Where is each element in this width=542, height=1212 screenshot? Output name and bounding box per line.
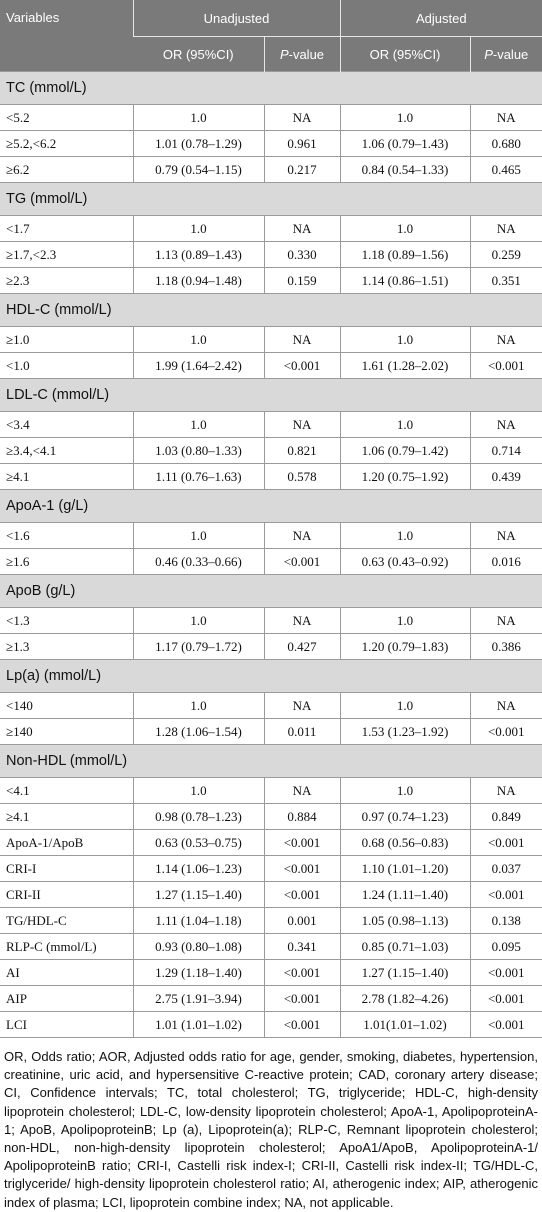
unadjusted-p-cell: 0.001 <box>264 908 340 934</box>
unadjusted-or-cell: 0.63 (0.53–0.75) <box>133 830 264 856</box>
unadjusted-or-cell: 1.0 <box>133 778 264 804</box>
table-row <box>0 830 542 856</box>
adjusted-p-cell: 0.037 <box>470 856 542 882</box>
section-header-row <box>0 745 542 778</box>
adjusted-or-cell: 1.20 (0.75–1.92) <box>340 464 470 490</box>
section-header-row <box>0 490 542 523</box>
unadjusted-or-cell: 1.28 (1.06–1.54) <box>133 719 264 745</box>
unadjusted-or-cell: 1.0 <box>133 327 264 353</box>
adjusted-p-cell: <0.001 <box>470 830 542 856</box>
table-header <box>0 0 542 72</box>
unadjusted-or-cell: 1.11 (1.04–1.18) <box>133 908 264 934</box>
row-label: <5.2 <box>0 105 133 131</box>
row-label: ≥1.7,<2.3 <box>0 242 133 268</box>
adjusted-or-cell: 1.0 <box>340 105 470 131</box>
unadjusted-or-cell: 1.0 <box>133 412 264 438</box>
table-row <box>0 608 542 634</box>
row-label: LCI <box>0 1012 133 1038</box>
table-row <box>0 353 542 379</box>
unadjusted-p-cell: <0.001 <box>264 1012 340 1038</box>
adjusted-p-cell: NA <box>470 216 542 242</box>
table-row <box>0 693 542 719</box>
table-row <box>0 908 542 934</box>
header-unadjusted: Unadjusted <box>133 0 340 37</box>
adjusted-p-cell: 0.095 <box>470 934 542 960</box>
adjusted-p-cell: <0.001 <box>470 986 542 1012</box>
adjusted-p-cell: 0.714 <box>470 438 542 464</box>
unadjusted-p-cell: 0.341 <box>264 934 340 960</box>
header-variables: Variables <box>0 0 133 72</box>
section-header-row <box>0 183 542 216</box>
table-row <box>0 412 542 438</box>
unadjusted-or-cell: 1.11 (0.76–1.63) <box>133 464 264 490</box>
unadjusted-p-cell: <0.001 <box>264 856 340 882</box>
adjusted-p-cell: 0.016 <box>470 549 542 575</box>
row-label: ≥4.1 <box>0 804 133 830</box>
adjusted-or-cell: 1.24 (1.11–1.40) <box>340 882 470 908</box>
adjusted-or-cell: 1.18 (0.89–1.56) <box>340 242 470 268</box>
unadjusted-or-cell: 2.75 (1.91–3.94) <box>133 986 264 1012</box>
adjusted-or-cell: 1.10 (1.01–1.20) <box>340 856 470 882</box>
adjusted-p-cell: 0.351 <box>470 268 542 294</box>
adjusted-or-cell: 1.06 (0.79–1.43) <box>340 131 470 157</box>
row-label: CRI-I <box>0 856 133 882</box>
unadjusted-or-cell: 1.0 <box>133 523 264 549</box>
adjusted-or-cell: 1.0 <box>340 412 470 438</box>
row-label: <1.7 <box>0 216 133 242</box>
table-row <box>0 105 542 131</box>
adjusted-p-cell: 0.849 <box>470 804 542 830</box>
unadjusted-or-cell: 0.46 (0.33–0.66) <box>133 549 264 575</box>
table-body <box>0 72 542 1038</box>
unadjusted-p-cell: <0.001 <box>264 986 340 1012</box>
section-label: Lp(a) (mmol/L) <box>0 660 542 693</box>
adjusted-or-cell: 1.0 <box>340 327 470 353</box>
adjusted-or-cell: 1.0 <box>340 216 470 242</box>
row-label: ≥1.3 <box>0 634 133 660</box>
adjusted-p-cell: <0.001 <box>470 719 542 745</box>
section-header-row <box>0 72 542 105</box>
row-label: ≥1.6 <box>0 549 133 575</box>
row-label: ApoA-1/ApoB <box>0 830 133 856</box>
unadjusted-or-cell: 1.17 (0.79–1.72) <box>133 634 264 660</box>
adjusted-or-cell: 1.14 (0.86–1.51) <box>340 268 470 294</box>
table-row <box>0 1012 542 1038</box>
row-label: <3.4 <box>0 412 133 438</box>
table-row <box>0 268 542 294</box>
unadjusted-or-cell: 1.01 (1.01–1.02) <box>133 1012 264 1038</box>
row-label: ≥3.4,<4.1 <box>0 438 133 464</box>
adjusted-or-cell: 0.85 (0.71–1.03) <box>340 934 470 960</box>
table-footnote: OR, Odds ratio; AOR, Adjusted odds ratio for age, gender, smoking, diabetes, hypertension, creatinine, uric acid, and hypersensitive C-reactive protein; CAD, coronary artery disease; CI, Confidence intervals; TC, total cholesterol; TG, triglyceride; HDL-C, high-density lipoprotein cholesterol; LDL-C, low-density lipoprotein cholesterol; ApoA-1, ApolipoproteinA-1; ApoB, ApolipoproteinB; Lp (a), Lipoprotein(a); RLP-C, Remnant lipoprotein cholesterol; non-HDL, non-high-density lipoprotein cholesterol; ApoA1/ApoB, ApolipoproteinA-1/ ApolipoproteinB ratio; CRI-I, Castelli risk index-I; CRI-II, Castelli risk index-II; TG/HDL-C, triglyceride/ high-density lipoprotein cholesterol ratio; AI, atherogenic index; AIP, atherogenic index of plasma; LCI, lipoprotein combine index; NA, not applicable. <box>4 1049 538 1210</box>
table-row <box>0 216 542 242</box>
adjusted-or-cell: 1.0 <box>340 608 470 634</box>
unadjusted-p-cell: NA <box>264 216 340 242</box>
row-label: CRI-II <box>0 882 133 908</box>
section-header-row <box>0 379 542 412</box>
unadjusted-p-cell: 0.578 <box>264 464 340 490</box>
table-row <box>0 523 542 549</box>
unadjusted-p-cell: <0.001 <box>264 549 340 575</box>
unadjusted-or-cell: 1.0 <box>133 608 264 634</box>
row-label: <1.3 <box>0 608 133 634</box>
adjusted-or-cell: 1.0 <box>340 778 470 804</box>
unadjusted-p-cell: NA <box>264 412 340 438</box>
section-label: Non-HDL (mmol/L) <box>0 745 542 778</box>
unadjusted-p-cell: NA <box>264 778 340 804</box>
table-row <box>0 157 542 183</box>
row-label: ≥5.2,<6.2 <box>0 131 133 157</box>
adjusted-p-cell: 0.439 <box>470 464 542 490</box>
unadjusted-or-cell: 1.01 (0.78–1.29) <box>133 131 264 157</box>
table-row <box>0 882 542 908</box>
row-label: <1.0 <box>0 353 133 379</box>
adjusted-or-cell: 1.27 (1.15–1.40) <box>340 960 470 986</box>
unadjusted-p-cell: 0.884 <box>264 804 340 830</box>
adjusted-p-cell: NA <box>470 778 542 804</box>
unadjusted-p-cell: NA <box>264 105 340 131</box>
table-row <box>0 986 542 1012</box>
section-label: LDL-C (mmol/L) <box>0 379 542 412</box>
header-unadjusted-or: OR (95%CI) <box>133 37 264 72</box>
unadjusted-p-cell: <0.001 <box>264 830 340 856</box>
unadjusted-p-cell: <0.001 <box>264 960 340 986</box>
adjusted-or-cell: 0.97 (0.74–1.23) <box>340 804 470 830</box>
unadjusted-or-cell: 1.27 (1.15–1.40) <box>133 882 264 908</box>
table-row <box>0 804 542 830</box>
table-row <box>0 464 542 490</box>
row-label: RLP-C (mmol/L) <box>0 934 133 960</box>
unadjusted-p-cell: NA <box>264 608 340 634</box>
table-row <box>0 438 542 464</box>
section-label: ApoA-1 (g/L) <box>0 490 542 523</box>
adjusted-p-cell: NA <box>470 327 542 353</box>
adjusted-or-cell: 0.84 (0.54–1.33) <box>340 157 470 183</box>
unadjusted-p-cell: 0.217 <box>264 157 340 183</box>
unadjusted-or-cell: 1.18 (0.94–1.48) <box>133 268 264 294</box>
adjusted-or-cell: 1.06 (0.79–1.42) <box>340 438 470 464</box>
adjusted-p-cell: <0.001 <box>470 960 542 986</box>
row-label: <1.6 <box>0 523 133 549</box>
table-row <box>0 960 542 986</box>
unadjusted-or-cell: 0.93 (0.80–1.08) <box>133 934 264 960</box>
unadjusted-or-cell: 0.98 (0.78–1.23) <box>133 804 264 830</box>
table-row <box>0 549 542 575</box>
header-adjusted-p <box>470 37 542 72</box>
adjusted-p-cell: NA <box>470 523 542 549</box>
unadjusted-p-cell: 0.961 <box>264 131 340 157</box>
adjusted-p-cell: NA <box>470 105 542 131</box>
adjusted-p-cell: NA <box>470 693 542 719</box>
unadjusted-p-cell: 0.821 <box>264 438 340 464</box>
unadjusted-or-cell: 0.79 (0.54–1.15) <box>133 157 264 183</box>
header-unadjusted-p <box>264 37 340 72</box>
table-row <box>0 242 542 268</box>
section-header-row <box>0 575 542 608</box>
section-header-row <box>0 660 542 693</box>
unadjusted-p-cell: <0.001 <box>264 882 340 908</box>
adjusted-or-cell: 1.05 (0.98–1.13) <box>340 908 470 934</box>
row-label: ≥1.0 <box>0 327 133 353</box>
row-label: AI <box>0 960 133 986</box>
table-row <box>0 719 542 745</box>
table-row <box>0 131 542 157</box>
adjusted-p-cell: 0.259 <box>470 242 542 268</box>
header-p-rest: -value <box>288 46 325 62</box>
adjusted-or-cell: 1.01(1.01–1.02) <box>340 1012 470 1038</box>
row-label: ≥2.3 <box>0 268 133 294</box>
adjusted-or-cell: 1.0 <box>340 693 470 719</box>
unadjusted-p-cell: NA <box>264 327 340 353</box>
adjusted-or-cell: 0.63 (0.43–0.92) <box>340 549 470 575</box>
unadjusted-p-cell: 0.330 <box>264 242 340 268</box>
section-label: ApoB (g/L) <box>0 575 542 608</box>
unadjusted-or-cell: 1.0 <box>133 216 264 242</box>
header-p-italic: P <box>279 46 289 62</box>
header-p-rest: -value <box>492 46 529 62</box>
header-adjusted: Adjusted <box>340 0 542 37</box>
row-label: ≥140 <box>0 719 133 745</box>
table-row <box>0 778 542 804</box>
adjusted-p-cell: <0.001 <box>470 1012 542 1038</box>
adjusted-p-cell: 0.680 <box>470 131 542 157</box>
row-label: <140 <box>0 693 133 719</box>
unadjusted-p-cell: NA <box>264 693 340 719</box>
unadjusted-p-cell: NA <box>264 523 340 549</box>
unadjusted-or-cell: 1.13 (0.89–1.43) <box>133 242 264 268</box>
adjusted-p-cell: NA <box>470 412 542 438</box>
unadjusted-or-cell: 1.03 (0.80–1.33) <box>133 438 264 464</box>
adjusted-or-cell: 1.0 <box>340 523 470 549</box>
adjusted-p-cell: 0.138 <box>470 908 542 934</box>
section-label: TC (mmol/L) <box>0 72 542 105</box>
unadjusted-or-cell: 1.99 (1.64–2.42) <box>133 353 264 379</box>
adjusted-or-cell: 1.61 (1.28–2.02) <box>340 353 470 379</box>
table-row <box>0 327 542 353</box>
table-row <box>0 856 542 882</box>
adjusted-p-cell: 0.465 <box>470 157 542 183</box>
adjusted-or-cell: 0.68 (0.56–0.83) <box>340 830 470 856</box>
header-adjusted-or: OR (95%CI) <box>340 37 470 72</box>
unadjusted-p-cell: 0.427 <box>264 634 340 660</box>
row-label: TG/HDL-C <box>0 908 133 934</box>
unadjusted-p-cell: 0.011 <box>264 719 340 745</box>
adjusted-or-cell: 1.53 (1.23–1.92) <box>340 719 470 745</box>
adjusted-or-cell: 2.78 (1.82–4.26) <box>340 986 470 1012</box>
header-p-italic: P <box>484 46 493 62</box>
adjusted-p-cell: <0.001 <box>470 353 542 379</box>
section-header-row <box>0 294 542 327</box>
unadjusted-p-cell: <0.001 <box>264 353 340 379</box>
unadjusted-or-cell: 1.0 <box>133 105 264 131</box>
section-label: TG (mmol/L) <box>0 183 542 216</box>
row-label: ≥4.1 <box>0 464 133 490</box>
adjusted-p-cell: <0.001 <box>470 882 542 908</box>
table-row <box>0 934 542 960</box>
table-row <box>0 634 542 660</box>
adjusted-p-cell: 0.386 <box>470 634 542 660</box>
unadjusted-p-cell: 0.159 <box>264 268 340 294</box>
adjusted-or-cell: 1.20 (0.79–1.83) <box>340 634 470 660</box>
row-label: AIP <box>0 986 133 1012</box>
row-label: <4.1 <box>0 778 133 804</box>
row-label: ≥6.2 <box>0 157 133 183</box>
unadjusted-or-cell: 1.29 (1.18–1.40) <box>133 960 264 986</box>
unadjusted-or-cell: 1.0 <box>133 693 264 719</box>
adjusted-p-cell: NA <box>470 608 542 634</box>
unadjusted-or-cell: 1.14 (1.06–1.23) <box>133 856 264 882</box>
section-label: HDL-C (mmol/L) <box>0 294 542 327</box>
